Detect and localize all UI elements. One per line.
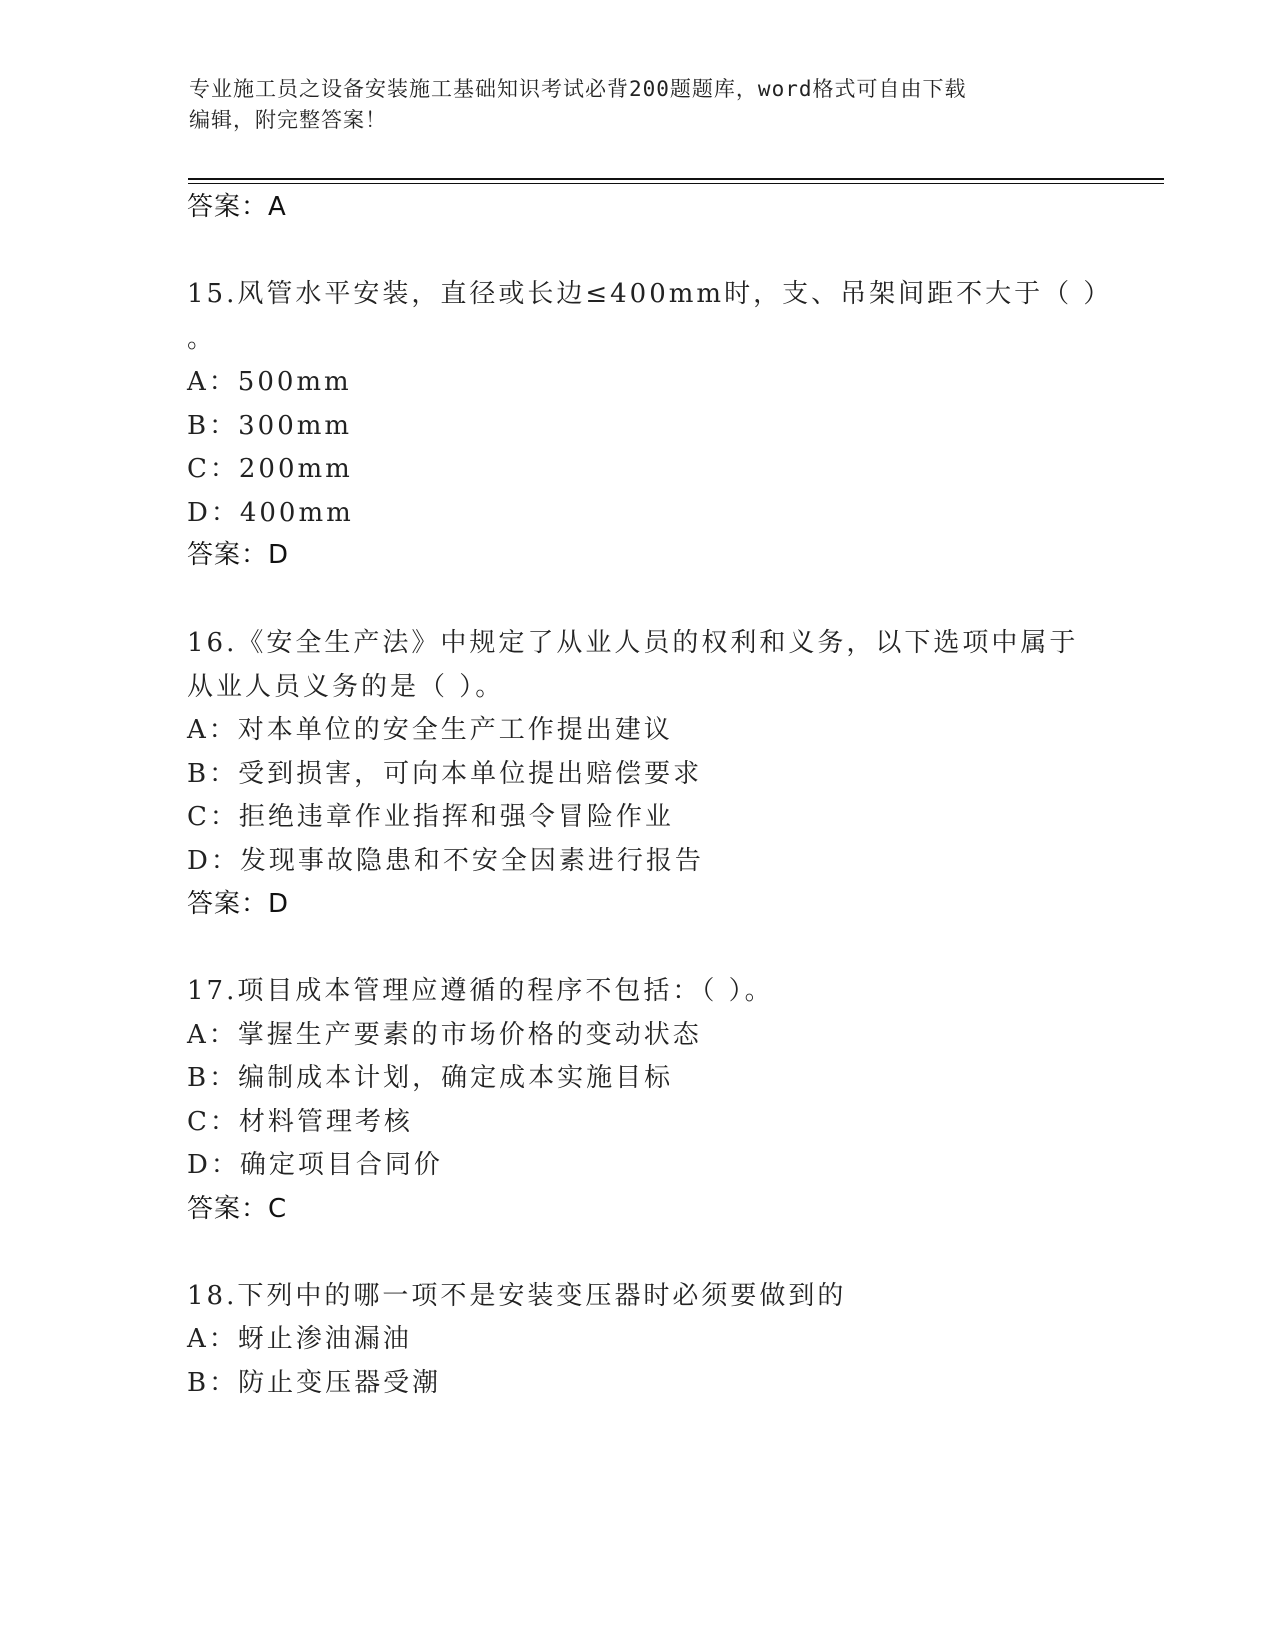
question-17-option-b: B：编制成本计划，确定成本实施目标: [187, 1063, 674, 1093]
question-17-option-c: C：材料管理考核: [187, 1107, 413, 1137]
question-17-option-d: D：确定项目合同价: [187, 1150, 443, 1180]
question-16-answer: 答案：D: [187, 889, 290, 919]
document-header: [189, 74, 1089, 136]
question-15-option-c: C：200mm: [187, 454, 353, 484]
header-line-2: 编辑，附完整答案！: [189, 108, 387, 132]
question-17-text: 17.项目成本管理应遵循的程序不包括：（ ）。: [187, 976, 774, 1006]
question-18-option-b: B：防止变压器受潮: [187, 1368, 442, 1398]
question-16-option-a: A：对本单位的安全生产工作提出建议: [187, 715, 673, 745]
header-divider-thick: [188, 178, 1164, 180]
question-18-text: 18.下列中的哪一项不是安装变压器时必须要做到的: [187, 1281, 847, 1311]
question-16-text-cont: 从业人员义务的是（ ）。: [187, 672, 505, 702]
question-15-answer: 答案：D: [187, 540, 290, 570]
question-16-option-d: D：发现事故隐患和不安全因素进行报告: [187, 846, 704, 876]
header-divider-thin: [188, 183, 1164, 184]
question-15-option-a: A：500mm: [187, 367, 352, 397]
question-16-text: 16.《安全生产法》中规定了从业人员的权利和义务，以下选项中属于: [187, 628, 1079, 658]
question-15-option-b: B：300mm: [187, 411, 353, 441]
question-18-option-a: A：蚜止渗油漏油: [187, 1324, 412, 1354]
question-17-answer: 答案：C: [187, 1194, 288, 1224]
answer-prev: 答案：A: [187, 192, 287, 222]
question-16-option-c: C：拒绝违章作业指挥和强令冒险作业: [187, 802, 674, 832]
question-15-text-cont: 。: [187, 324, 217, 354]
question-15-text: 15.风管水平安装，直径或长边≤400mm时，支、吊架间距不大于（ ）: [187, 279, 1113, 309]
question-17-option-a: A：掌握生产要素的市场价格的变动状态: [187, 1020, 702, 1050]
question-16-option-b: B：受到损害，可向本单位提出赔偿要求: [187, 759, 703, 789]
header-line-1: 专业施工员之设备安装施工基础知识考试必背200题题库，word格式可自由下载: [189, 77, 967, 101]
question-15-option-d: D：400mm: [187, 498, 354, 528]
